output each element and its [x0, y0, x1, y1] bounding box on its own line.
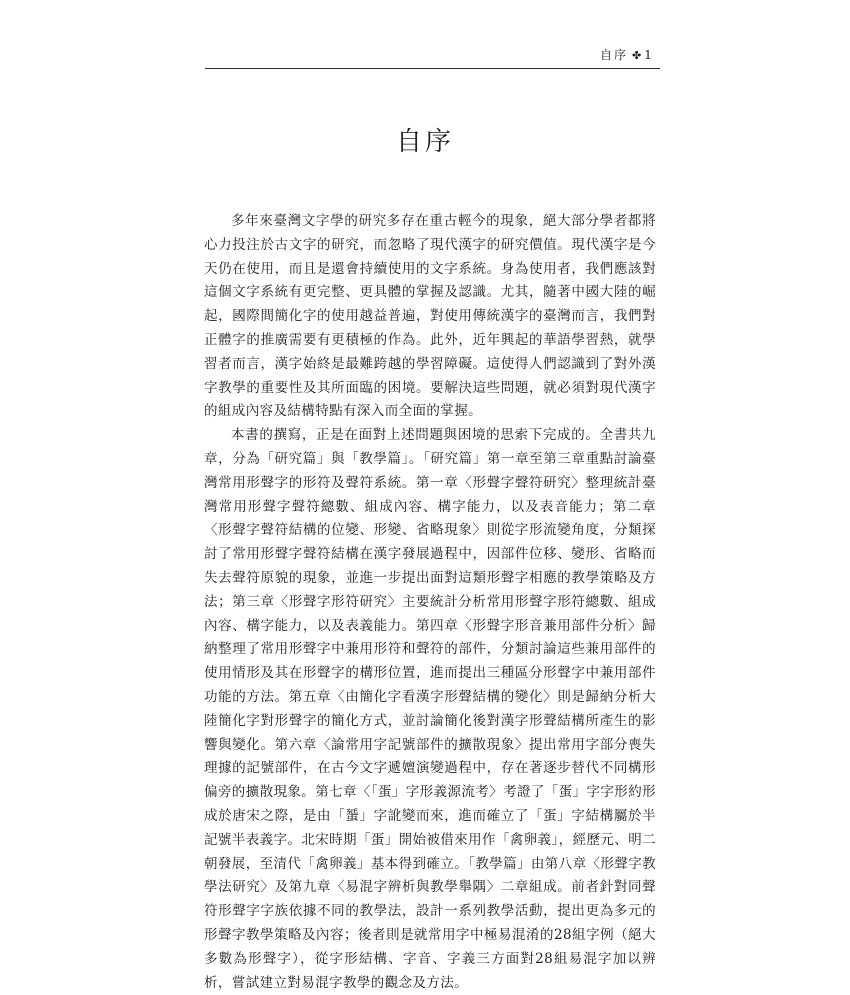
body-text — [204, 210, 656, 995]
paragraph: 本書的撰寫，正是在面對上述問題與困境的思索下完成的。全書共九章，分為「研究篇」與「教學篇」。「研究篇」第一章至第三章重點討論臺灣常用形聲字的形符及聲符系統。第一章〈形聲字聲符研究〉整理統計臺灣常用形聲字聲符總數、組成內容、構字能力，以及表音能力；第二章〈形聲字聲符結構的位變、形變、省略現象〉則從字形流變角度，分類探討了常用形聲字聲符結構在漢字發展過程中，因部件位移、變形、省略而失去聲符原貌的現象，並進一步提出面對這類形聲字相應的教學策略及方法；第三章〈形聲字形符研究〉主要統計分析常用形聲字形符總數、組成內容、構字能力，以及表義能力。第四章〈形聲字形音兼用部件分析〉歸納整理了常用形聲字中兼用形符和聲符的部件，分類討論這些兼用部件的使用情形及其在形聲字的構形位置，進而提出三種區分形聲字中兼用部件功能的方法。第五章〈由簡化字看漢字形聲結構的變化〉則是歸納分析大陸簡化字對形聲字的簡化方式，並討論簡化後對漢字形聲結構所產生的影響與變化。第六章〈論常用字記號部件的擴散現象〉提出常用字部分喪失理據的記號部件，在古今文字遞嬗演變過程中，存在著逐步替代不同構形偏旁的擴散現象。第七章〈「蛋」字形義源流考〉考證了「蛋」字字形約形成於唐宋之際，是由「蜑」字訛變而來，進而確立了「蛋」字結構屬於半記號半表義字。北宋時期「蛋」開始被借來用作「禽卵義」，經歷元、明二朝發展，至清代「禽卵義」基本得到確立。「教學篇」由第八章〈形聲字教學法研究〉及第九章〈易混字辨析與教學舉隅〉二章組成。前者針對同聲符形聲字字族依據不同的教學法，設計一系列教學活動，提出更為多元的形聲字教學策略及內容；後者則是就常用字中極易混淆的28組字例（絕大多數為形聲字），從字形結構、字音、字義三方面對28組易混字加以辨析，嘗試建立對易混字教學的觀念及方法。 — [204, 427, 656, 991]
running-head — [600, 46, 654, 63]
ornament-icon: ✤ — [632, 49, 644, 62]
paragraph: 多年來臺灣文字學的研究多存在重古輕今的現象，絕大部分學者都將心力投注於古文字的研究，而忽略了現代漢字的研究價值。現代漢字是今天仍在使用，而且是還會持續使用的文字系統。身為使用者，我們應該對這個文字系統有更完整、更具體的掌握及認識。尤其，隨著中國大陸的崛起，國際間簡化字的使用越益普遍，對使用傳統漢字的臺灣而言，我們對正體字的推廣需要有更積極的作為。此外，近年興起的華語學習熱，就學習者而言，漢字始終是最難跨越的學習障礙。這使得人們認識到了對外漢字教學的重要性及其所面臨的困境。要解決這些問題，就必須對現代漢字的組成內容及結構特點有深入而全面的掌握。 — [204, 213, 656, 420]
header-rule — [205, 68, 660, 69]
page-title: 自序 — [395, 127, 454, 157]
page-number: 1 — [644, 48, 654, 62]
running-head-section: 自序 — [600, 48, 629, 62]
